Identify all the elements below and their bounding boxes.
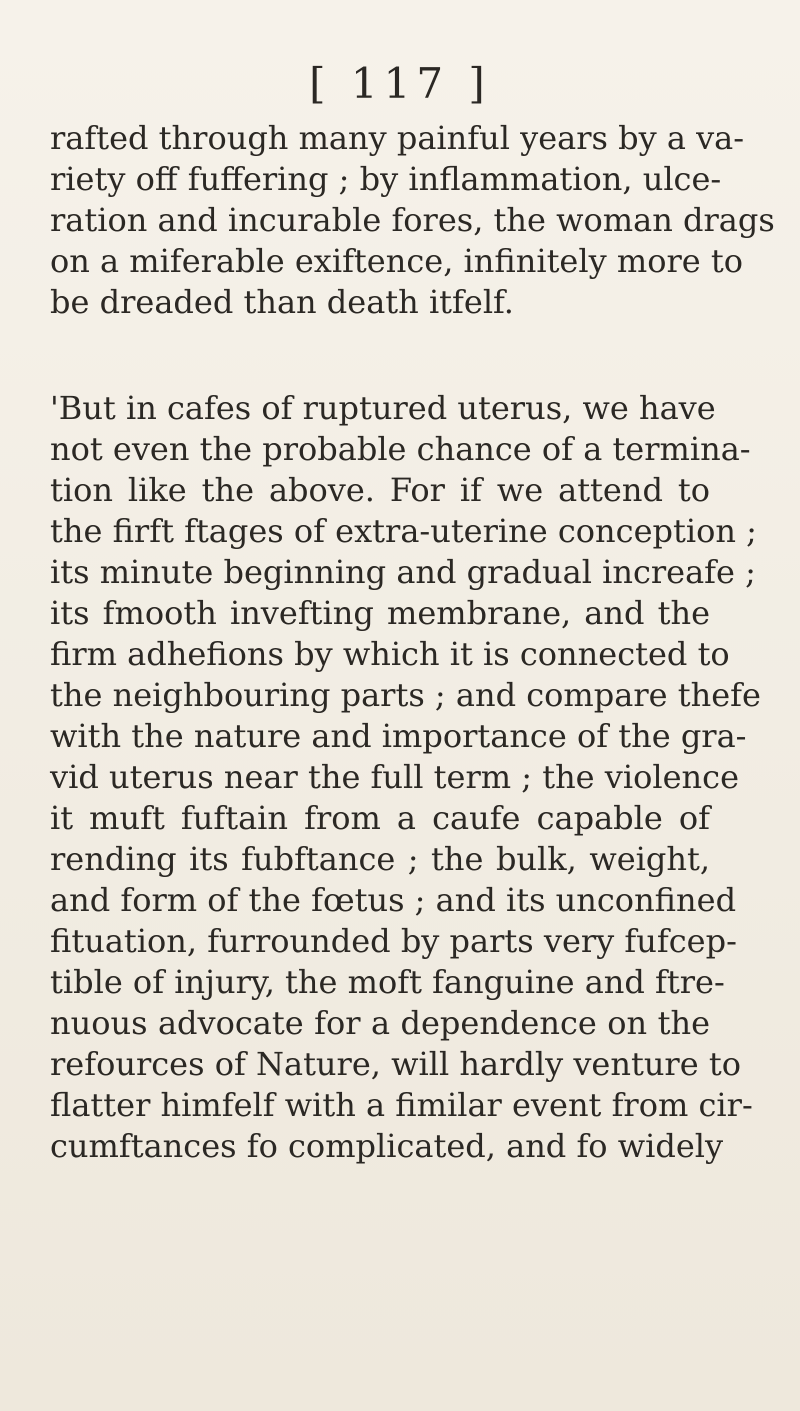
text-line: with the nature and importance of the gra- — [50, 717, 747, 755]
text-line: cumftances fo complicated, and fo widely — [50, 1127, 724, 1165]
text-line: vid uterus near the full term ; the violence — [50, 758, 739, 796]
paragraph-gap — [50, 323, 710, 388]
text-line: its minute beginning and gradual increafe ; — [50, 553, 756, 591]
text-line: and form of the fœtus ; and its unconfined — [50, 881, 737, 919]
text-line: the firft ftages of extra-uterine conception ; — [50, 512, 757, 550]
text-line: riety off fuffering ; by inflammation, ulce- — [50, 160, 722, 198]
text-line: it muft fuftain from a caufe capable of — [50, 799, 710, 837]
text-line: its fmooth invefting membrane, and the — [50, 594, 710, 632]
text-line: fituation, furrounded by parts very fufcep- — [50, 922, 737, 960]
body-text — [50, 118, 775, 1167]
text-line: on a miferable exiftence, infinitely more to — [50, 242, 743, 280]
text-line: tible of injury, the moft fanguine and ftre- — [50, 963, 725, 1001]
text-line: rending its fubftance ; the bulk, weight, — [50, 840, 710, 878]
text-line: 'But in cafes of ruptured uterus, we have — [50, 389, 716, 427]
text-line: flatter himfelf with a fimilar event from cir- — [50, 1086, 753, 1124]
text-line: rafted through many painful years by a va- — [50, 119, 745, 157]
text-line: firm adhefions by which it is connected to — [50, 635, 730, 673]
text-line: nuous advocate for a dependence on the — [50, 1004, 710, 1042]
text-line: the neighbouring parts ; and compare thefe — [50, 676, 761, 714]
text-line: refources of Nature, will hardly venture to — [50, 1045, 741, 1083]
text-line: be dreaded than death itfelf. — [50, 283, 514, 321]
text-line: ration and incurable fores, the woman drags — [50, 201, 775, 239]
text-line: not even the probable chance of a termina- — [50, 430, 751, 468]
text-line: tion like the above. For if we attend to — [50, 471, 710, 509]
page-number: [ 117 ] — [309, 59, 491, 108]
